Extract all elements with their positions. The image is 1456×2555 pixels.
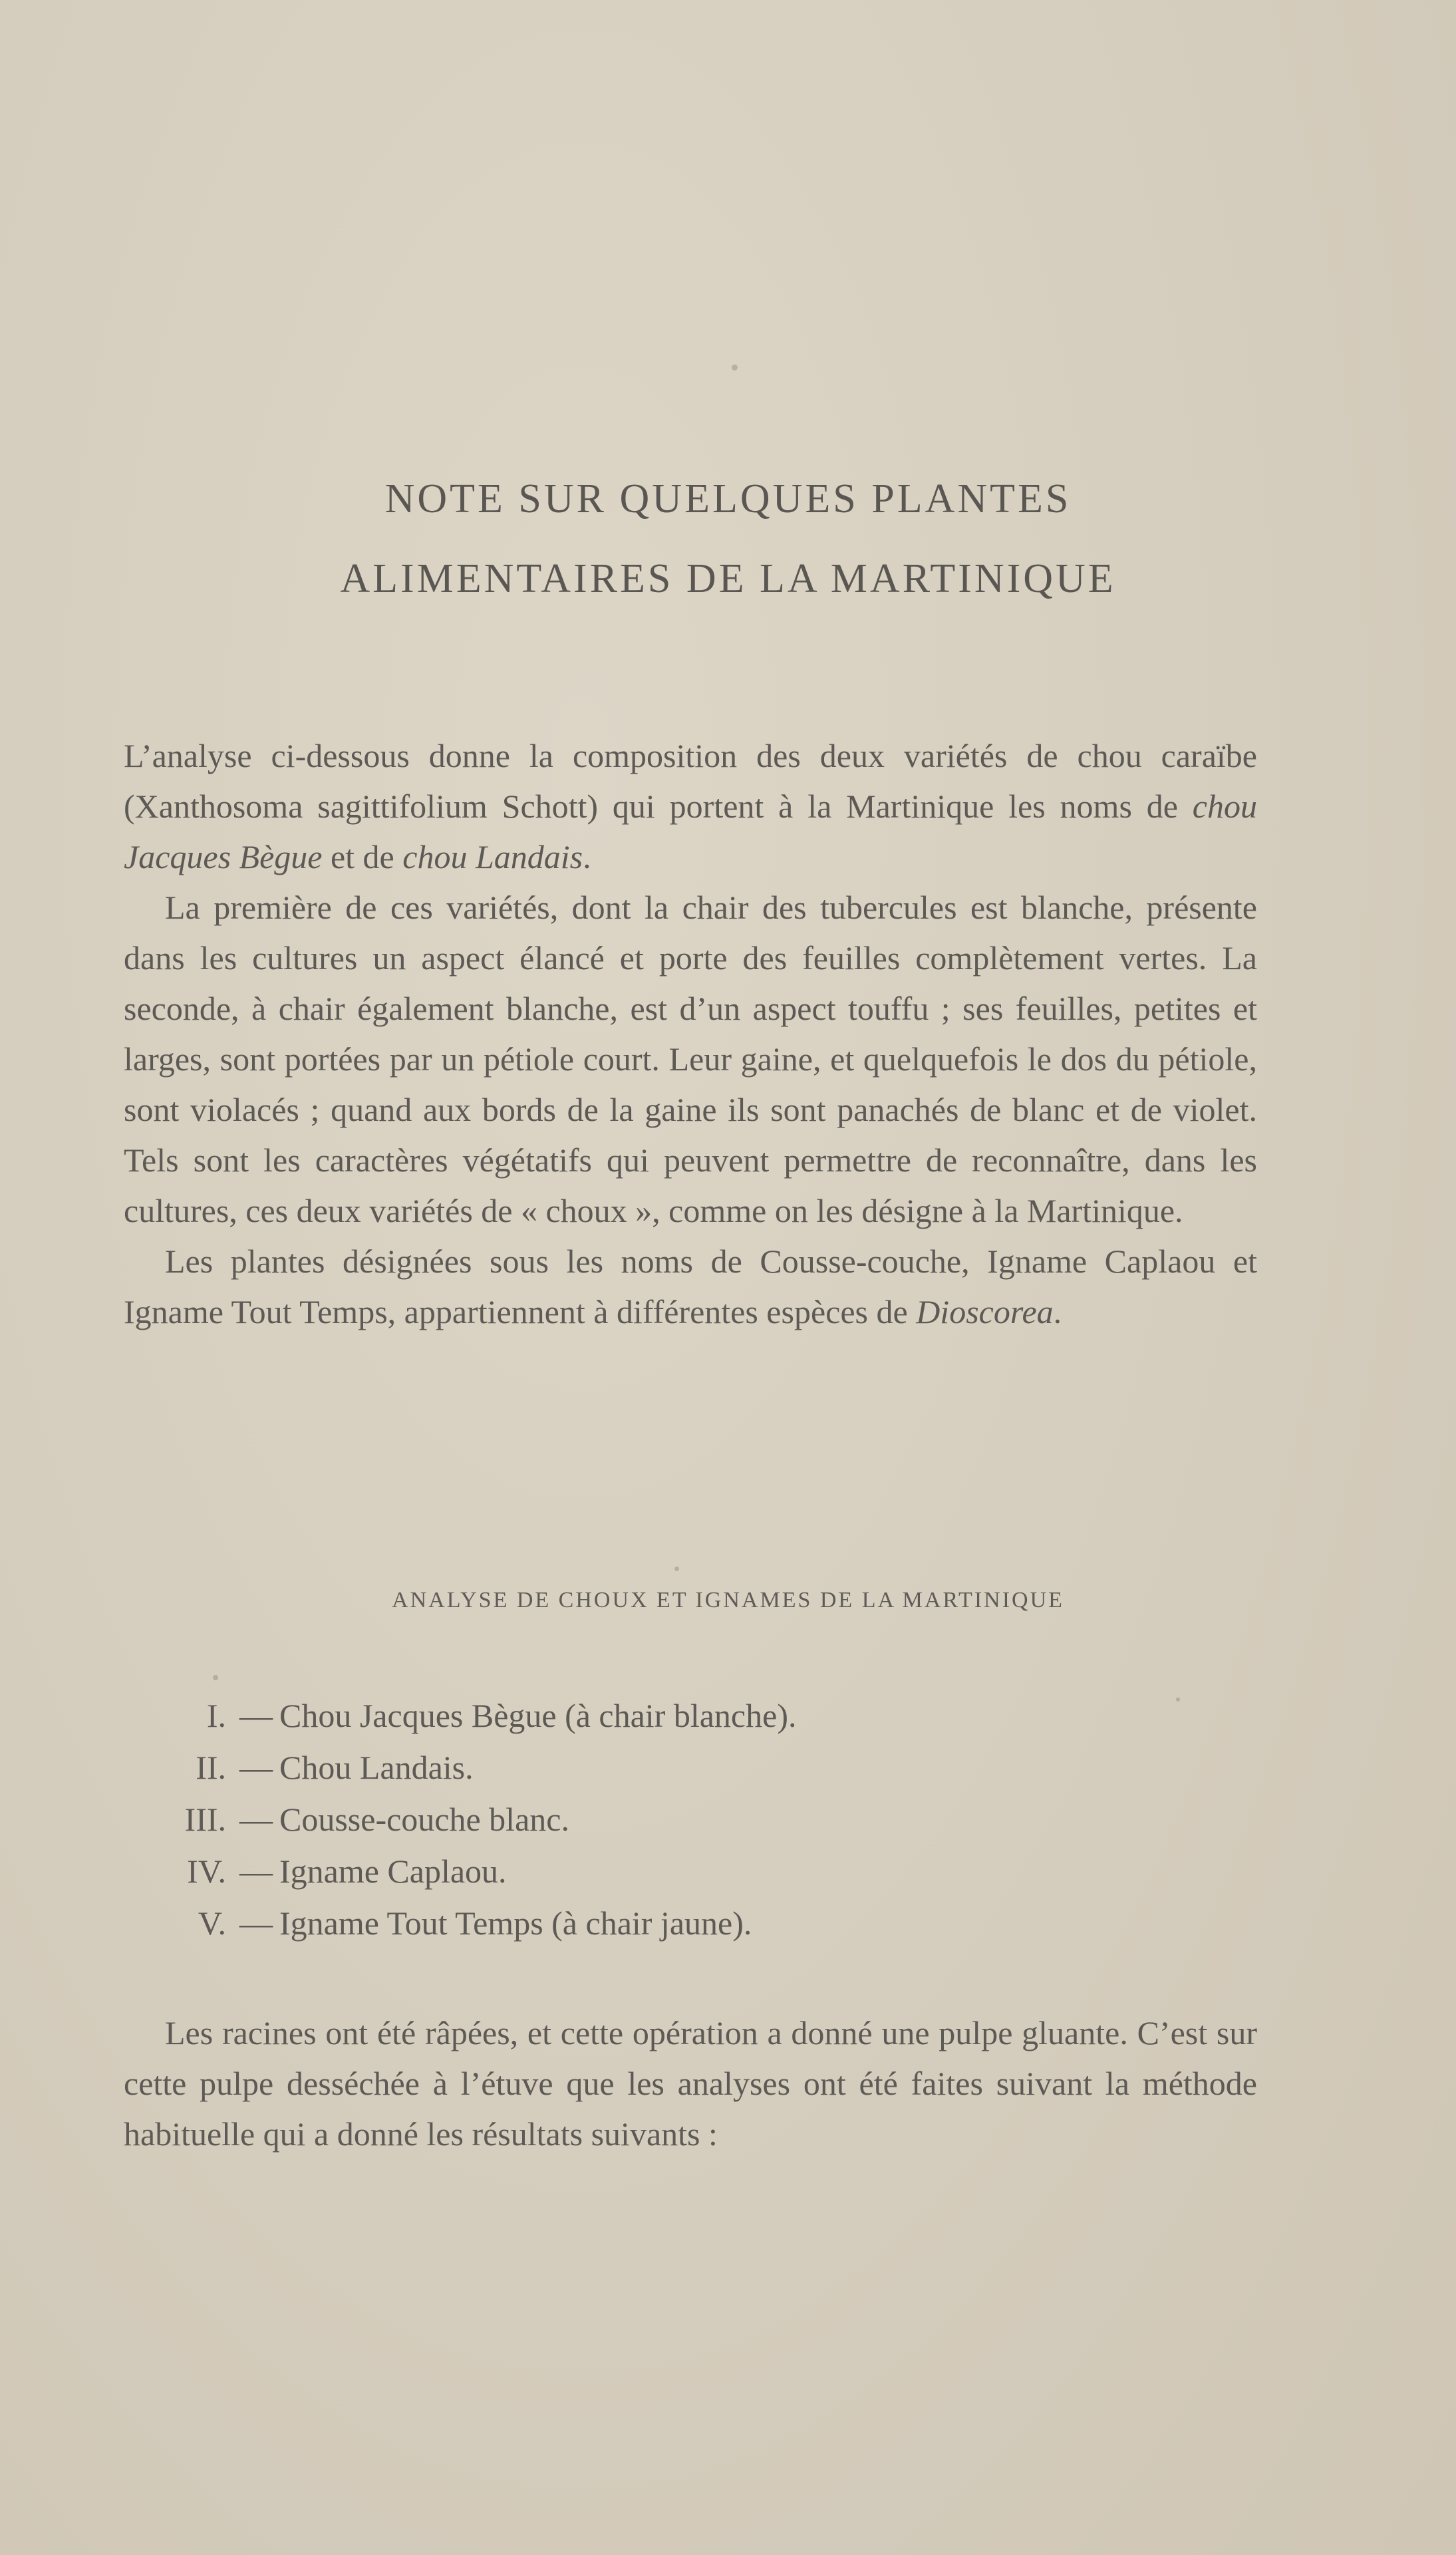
intro-text: [124, 730, 1257, 1337]
paper-speck: [732, 365, 738, 371]
sample-item: [166, 1845, 796, 1897]
variety-name-jacques-begue: chou Jacques Bègue: [124, 788, 1257, 875]
intro-paragraph-1: [124, 730, 1257, 882]
closing-text: [124, 2008, 1257, 2159]
intro-paragraph-3-text: Les plantes désignées sous les noms de Cousse-couche, Igname Caplaou et Igname Tout Temps, appartiennent à différentes espèces de: [124, 1243, 1257, 1330]
sample-dash: —: [239, 1853, 273, 1890]
sample-label: Igname Tout Temps (à chair jaune).: [279, 1904, 752, 1942]
intro-paragraph-1-text: L’analyse ci-dessous donne la composition des deux variétés de chou caraïbe (Xanthosoma sagittifolium Schott) qui portent à la Martinique les noms de: [124, 737, 1257, 825]
sample-label: Chou Landais.: [279, 1749, 474, 1786]
title-line-2: ALIMENTAIRES DE LA MARTINIQUE: [340, 556, 1116, 601]
sample-item: [166, 1793, 796, 1845]
paper-speck: [674, 1567, 679, 1571]
intro-paragraph-1-connector: et de: [322, 838, 403, 875]
title-line-1: NOTE SUR QUELQUES PLANTES: [384, 476, 1072, 522]
sample-number: V.: [198, 1904, 226, 1942]
sample-number: IV.: [187, 1853, 226, 1890]
sample-dash: —: [239, 1801, 273, 1838]
variety-name-landais: chou Landais: [402, 838, 583, 875]
sample-item: [166, 1741, 796, 1793]
document-title: [0, 459, 1456, 619]
intro-paragraph-3: [124, 1236, 1257, 1337]
closing-paragraph: Les racines ont été râpées, et cette opération a donné une pulpe gluante. C’est sur cette pulpe desséchée à l’étuve que les analyses ont été faites suivant la méthode habituelle qui a donné les résultats suivants :: [124, 2014, 1257, 2153]
paper-speck: [1176, 1698, 1180, 1702]
sample-number: III.: [184, 1801, 226, 1838]
sample-dash: —: [239, 1904, 273, 1942]
intro-paragraph-1-end: .: [583, 838, 591, 875]
intro-paragraph-3-end: .: [1053, 1293, 1062, 1330]
sample-dash: —: [239, 1697, 273, 1734]
sample-dash: —: [239, 1749, 273, 1786]
sample-item: [166, 1897, 796, 1949]
intro-paragraph-2: La première de ces variétés, dont la chair des tubercules est blanche, présente dans les cultures un aspect élancé et porte des feuilles complètement vertes. La seconde, à chair également blanche, est d’un aspect touffu ; ses feuilles, petites et larges, sont portées par un pétiole court. Leur gaine, et quelquefois le dos du pétiole, sont violacés ; quand aux bords de la gaine ils sont panachés de blanc et de violet. Tels sont les caractères végétatifs qui peuvent permettre de reconnaître, dans les cultures, ces deux variétés de « choux », comme on les désigne à la Martinique.: [124, 889, 1257, 1229]
section-heading: ANALYSE DE CHOUX ET IGNAMES DE LA MARTINIQUE: [392, 1588, 1064, 1612]
sample-label: Igname Caplaou.: [279, 1853, 507, 1890]
sample-number: II.: [196, 1749, 226, 1786]
sample-label: Chou Jacques Bègue (à chair blanche).: [279, 1697, 797, 1734]
paper-speck: [213, 1675, 218, 1680]
sample-item: [166, 1690, 796, 1741]
sample-list: [166, 1690, 796, 1949]
genus-name: Dioscorea: [916, 1293, 1054, 1330]
sample-label: Cousse-couche blanc.: [279, 1801, 569, 1838]
sample-number: I.: [206, 1697, 226, 1734]
